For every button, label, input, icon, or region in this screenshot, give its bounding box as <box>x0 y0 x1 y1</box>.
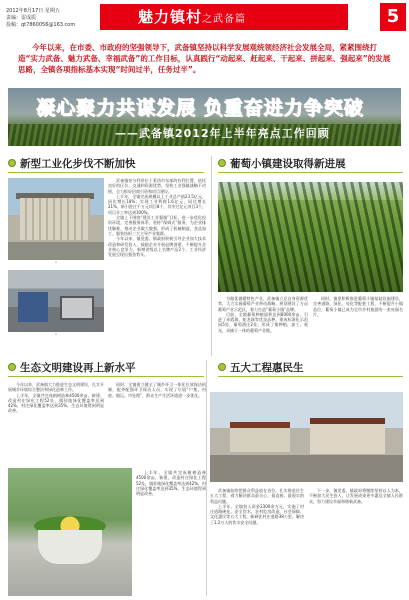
workshop-photo <box>8 270 104 332</box>
editor-info: 责编：雷成质 <box>6 15 37 21</box>
article-paragraph: 同时，全镇建立健全了城乡环卫一体化长效保洁机制，配齐配强环卫保洁人员，实现了垃圾“户集、村收、镇运、市处理”，群众生产生活环境进一步优化。 <box>108 382 206 398</box>
section-bullet-icon <box>8 159 16 167</box>
section-title-text: 生态文明建设再上新水平 <box>20 361 136 374</box>
grape-article-col2 <box>313 296 403 354</box>
section-bullet-icon <box>218 159 226 167</box>
page-title-main: 魅力镇村 <box>138 8 203 26</box>
building-photo-caption: “ <box>54 261 58 266</box>
article-paragraph: 上半年，全镇完成规模以上工业总产值23.5亿元，同比增长18%；实现工业利税1.6亿元，同比增长21%。新引进过千万元项目8个，其中过亿元项目3个，项目开工率达到100%。 <box>108 193 206 215</box>
section-divider <box>8 376 204 377</box>
section-title-industry <box>8 156 208 170</box>
article-paragraph: 上半年，全镇共完成植树造林4500余亩，新建、改造村庄绿化工程52处，镇驻地绿化覆盖率达到42%，村庄绿化覆盖率达到35%，生态环境得到明显改善。 <box>136 470 206 497</box>
article-paragraph: 同时，镇里积极推进葡萄小镇基础设施建设，完善道路、绿化、亮化等配套工程，不断提升小镇品位，葡萄小镇已成为全市乡村旅游的一张亮丽名片。 <box>313 296 403 317</box>
article-paragraph: 武备镇始终把群众利益放在首位，扎实推进民生五大工程，着力解决群众最关心、最直接、最现实的利益问题。 <box>210 488 304 504</box>
section-bullet-icon <box>8 363 16 371</box>
issue-date: 2012年8月17日 星期五 <box>6 8 60 14</box>
article-paragraph: 上半年，全镇投入资金2300余万元，实施了村庄道路硬化、安全饮水、农村危房改造、社会保障、文化惠民等五大工程，新硬化村庄道路38公里，解决了1.2万人的饮水安全问题。 <box>210 503 304 525</box>
building-photo <box>8 178 104 260</box>
ecology-article-col2 <box>108 382 206 466</box>
section-bullet-icon <box>218 363 226 371</box>
article-paragraph: 今年以来，镇党委、镇政府积极引导企业加大技术改造和研发投入，鼓励企业开展品牌创建，不断提升企业核心竞争力，新增省级以上名牌产品2个，工业经济发展呈现出强劲势头。 <box>108 236 206 258</box>
issue-info <box>6 8 101 29</box>
page-number: 5 <box>380 3 406 31</box>
page-title-suffix: 之武备篇 <box>202 14 247 25</box>
article-paragraph: 目前，全镇葡萄种植面积达到8000余亩，引进了赤霞珠、蛇龙珠等优良品种，建成标准化示范园5处，葡萄酒庄2处，形成了集种植、加工、观光、采摘于一体的葡萄产业链。 <box>218 311 308 333</box>
grape-article-col1 <box>218 296 308 354</box>
article-paragraph: 今年以来，武备镇大力推进生态文明建设，扎实开展城乡环境综合整治和绿化造林工作。 <box>8 382 104 393</box>
flower-planter-photo <box>8 468 132 596</box>
section-title-text: 葡萄小镇建设取得新进展 <box>230 157 346 170</box>
banner-subheadline: ——武备镇2012年上半年亮点工作回顾 <box>115 127 330 140</box>
ecology-article-col3 <box>136 470 206 596</box>
section-title-grape <box>218 156 408 170</box>
livelihood-article-col1 <box>210 488 304 596</box>
industry-article <box>108 178 206 350</box>
ecology-article-col1 <box>8 382 104 466</box>
section-title-livelihood <box>218 360 408 374</box>
column-separator <box>206 360 207 596</box>
banner-headline: 凝心聚力共谋发展 负重奋进力争突破 <box>36 97 364 119</box>
column-separator <box>211 156 212 356</box>
livelihood-article-col2 <box>309 488 403 596</box>
article-paragraph: 为做优做精特色产业，武备镇立足自身资源优势，大力实施葡萄产业带动战略，规划建设了万亩葡萄产业示范区，着力打造“葡萄小镇”品牌。 <box>218 296 308 312</box>
section-divider <box>218 172 403 173</box>
section-title-ecology <box>8 360 208 374</box>
section-title-text: 新型工业化步伐不断加快 <box>20 157 136 170</box>
village-photo <box>210 392 403 482</box>
article-paragraph: 上半年，全镇共完成植树造林4500余亩，新建、改造村庄绿化工程52处，镇驻地绿化覆盖率达到42%，村庄绿化覆盖率达到35%，生态环境得到明显改善。 <box>8 392 104 414</box>
intro-paragraph: 今年以来，在市委、市政府的坚强领导下，武备镇坚持以科学发展观统领经济社会发展全局，紧紧围绕打造“实力武备、魅力武备、幸福武备”的工作目标，认真践行“动起来、赶起来、干起来、拼起来、强起来”的发展思路，全镇各项指标基本实现“时间过半，任务过半”。 <box>18 43 391 74</box>
vineyard-photo <box>218 182 403 292</box>
page-title <box>138 6 246 27</box>
section-divider <box>218 376 403 377</box>
column-logo: 莱西市情 <box>298 9 342 22</box>
section-divider <box>8 172 204 173</box>
article-paragraph: 下一步，镇党委、镇政府将继续坚持以人为本，不断加大民生投入，让发展成果更多惠及全镇人民群众，努力建设幸福和谐新武备。 <box>309 488 403 504</box>
article-paragraph: 武备镇充分利用位于莱西市东部的有利位置，依托良好的区位、交通和资源优势，坚持工业强镇战略不动摇，全力抓好招商引资和项目建设。 <box>108 178 206 194</box>
article-paragraph: 全镇上下围绕“建设工业强镇”目标，进一步优化投资环境，完善服务体系，坚持“保姆式”服务，为企业排忧解难，推动企业做大做强，形成了机械制造、食品加工、服装纺织三大主导产业集群。 <box>108 215 206 236</box>
workshop-photo-caption: “ <box>54 333 58 338</box>
section-title-text: 五大工程惠民生 <box>230 361 304 374</box>
contact-info: 投稿：qt7860056@163.com <box>6 22 76 28</box>
